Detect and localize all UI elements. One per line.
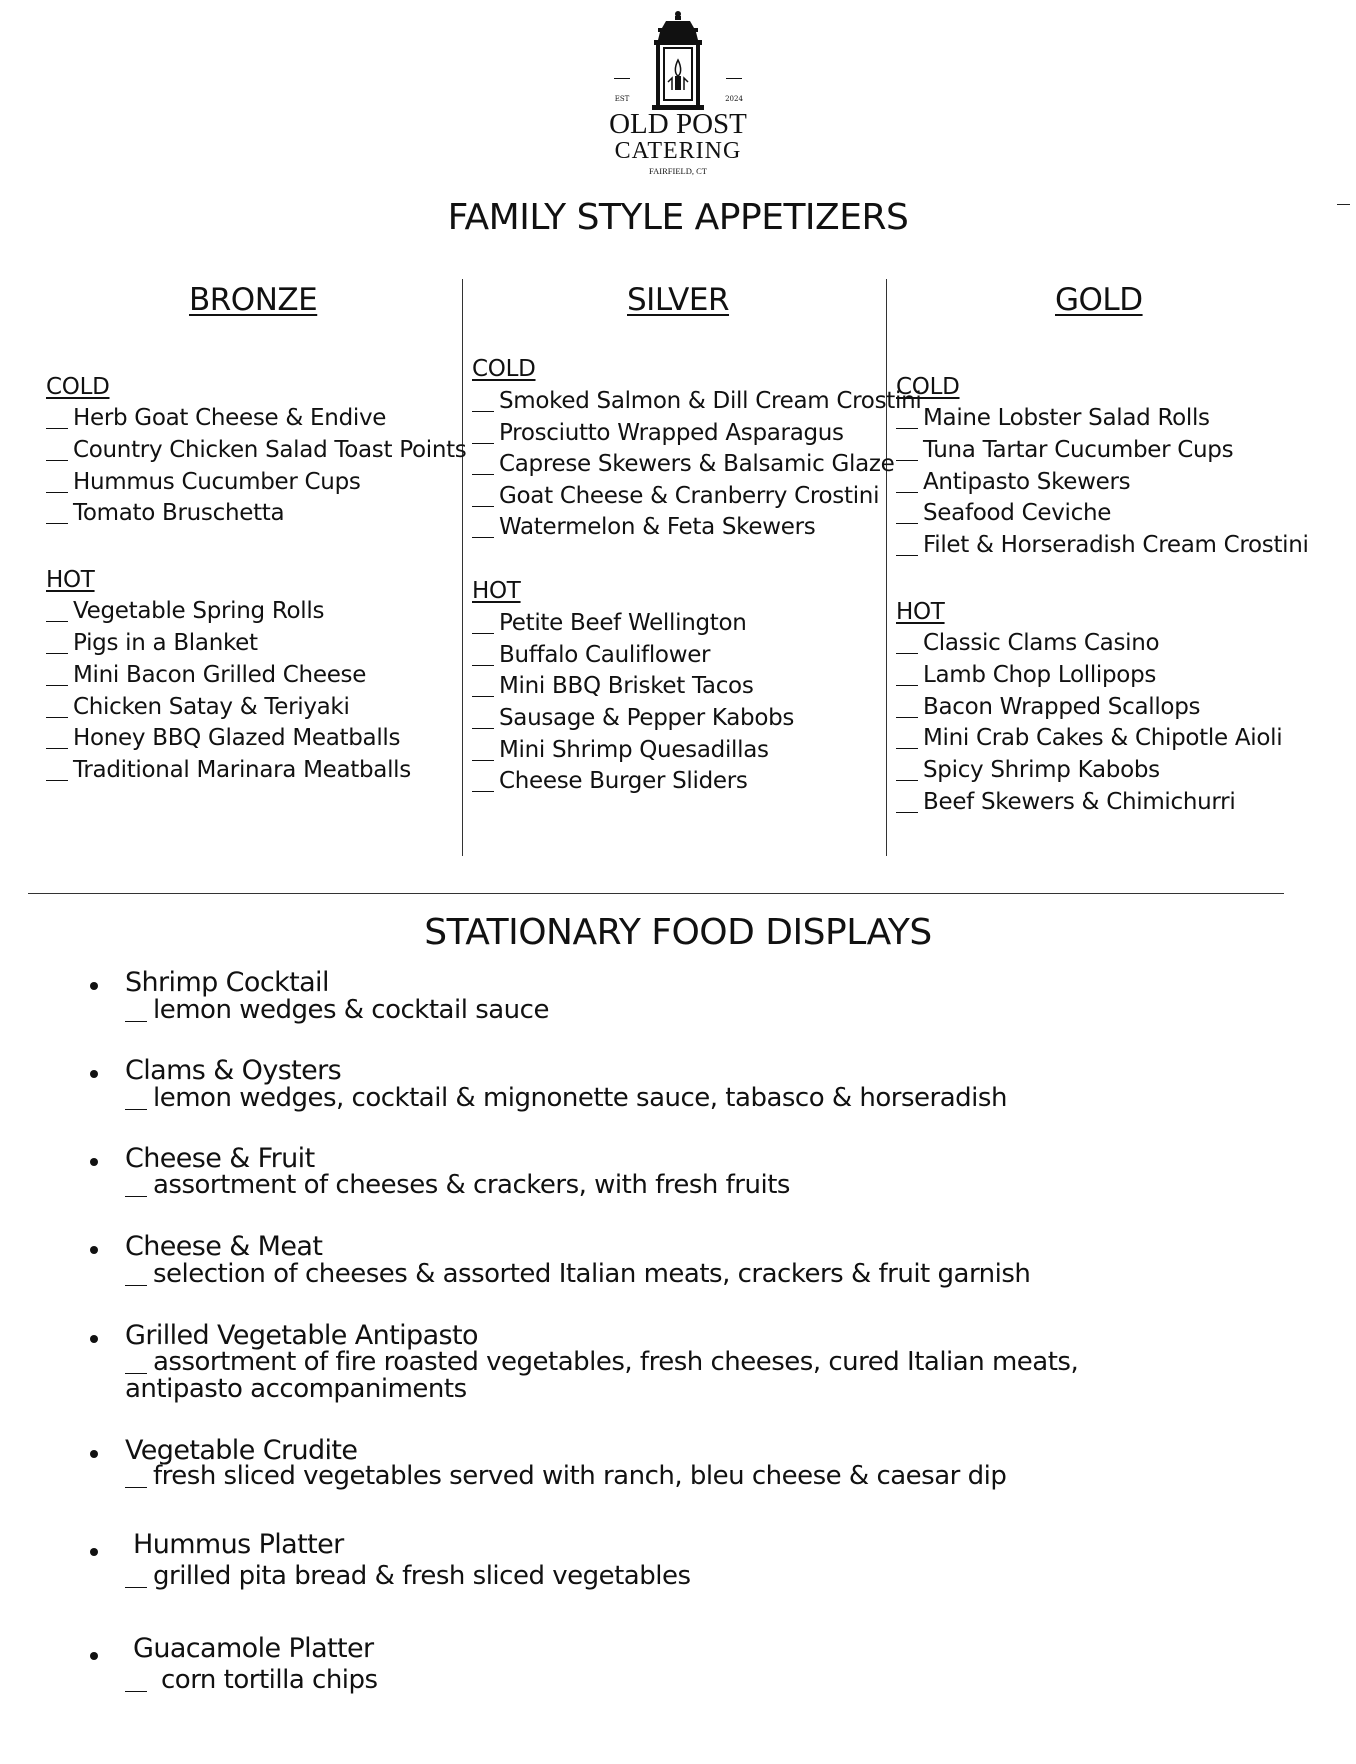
checkbox-blank	[896, 460, 918, 461]
checkbox-blank	[46, 428, 68, 429]
column-divider-right	[886, 279, 887, 856]
gold-hot-label: HOT	[896, 599, 945, 625]
checkbox-blank	[896, 748, 918, 749]
bronze-hot-item[interactable]: Traditional Marinara Meatballs	[46, 757, 411, 783]
checkbox-blank	[472, 474, 494, 475]
display-name: Cheese & Meat	[125, 1231, 323, 1262]
checkbox-blank	[472, 506, 494, 507]
checkbox-blank	[472, 665, 494, 666]
logo-name-line1: OLD POST	[609, 108, 747, 140]
logo-name-line2: CATERING	[614, 138, 742, 164]
checkbox-blank	[472, 633, 494, 634]
display-description[interactable]: lemon wedges & cocktail sauce	[125, 997, 549, 1024]
silver-hot-item[interactable]: Mini Shrimp Quesadillas	[472, 737, 769, 763]
bullet	[90, 1246, 98, 1254]
silver-hot-item[interactable]: Sausage & Pepper Kabobs	[472, 705, 794, 731]
silver-cold-item[interactable]: Goat Cheese & Cranberry Crostini	[472, 483, 879, 509]
checkbox-blank	[472, 443, 494, 444]
checkbox-blank	[46, 460, 68, 461]
gold-hot-item[interactable]: Beef Skewers & Chimichurri	[896, 789, 1235, 815]
bronze-hot-item[interactable]: Chicken Satay & Teriyaki	[46, 694, 350, 720]
checkbox-blank	[125, 1196, 147, 1197]
bronze-cold-item[interactable]: Tomato Bruschetta	[46, 500, 284, 526]
display-description[interactable]: corn tortilla chips	[125, 1667, 378, 1694]
checkbox-blank	[472, 728, 494, 729]
checkbox-blank	[125, 1021, 147, 1022]
display-name: Guacamole Platter	[133, 1633, 374, 1664]
display-description[interactable]: lemon wedges, cocktail & mignonette sauce, tabasco & horseradish	[125, 1085, 1007, 1112]
silver-cold-item[interactable]: Watermelon & Feta Skewers	[472, 514, 815, 540]
display-name: Clams & Oysters	[125, 1055, 342, 1086]
display-name: Shrimp Cocktail	[125, 967, 329, 998]
display-description[interactable]: assortment of cheeses & crackers, with fresh fruits	[125, 1172, 790, 1199]
checkbox-blank	[896, 555, 918, 556]
gold-hot-item[interactable]: Lamb Chop Lollipops	[896, 662, 1156, 688]
gold-cold-item[interactable]: Seafood Ceviche	[896, 500, 1111, 526]
appetizers-title: FAMILY STYLE APPETIZERS	[447, 197, 909, 238]
bullet	[90, 1548, 98, 1556]
checkbox-blank	[46, 780, 68, 781]
display-name: Grilled Vegetable Antipasto	[125, 1320, 478, 1351]
checkbox-blank	[896, 492, 918, 493]
checkbox-blank	[46, 492, 68, 493]
checkbox-blank	[125, 1691, 147, 1692]
bullet	[90, 1070, 98, 1078]
checkbox-blank	[125, 1487, 147, 1488]
bronze-hot-item[interactable]: Vegetable Spring Rolls	[46, 598, 324, 624]
bronze-hot-item[interactable]: Honey BBQ Glazed Meatballs	[46, 725, 400, 751]
silver-hot-label: HOT	[472, 578, 521, 604]
bronze-cold-item[interactable]: Country Chicken Salad Toast Points	[46, 437, 467, 463]
checkbox-blank	[46, 523, 68, 524]
checkbox-blank	[472, 696, 494, 697]
tier-heading-gold: GOLD	[1055, 282, 1143, 318]
checkbox-blank	[896, 812, 918, 813]
display-name: Cheese & Fruit	[125, 1143, 315, 1174]
logo-location: FAIRFIELD, CT	[649, 166, 707, 176]
section-divider	[28, 893, 1284, 894]
checkbox-blank	[472, 760, 494, 761]
gold-cold-item[interactable]: Filet & Horseradish Cream Crostini	[896, 532, 1309, 558]
bronze-hot-item[interactable]: Pigs in a Blanket	[46, 630, 258, 656]
checkbox-blank	[125, 1109, 147, 1110]
checkbox-blank	[46, 621, 68, 622]
checkbox-blank	[472, 791, 494, 792]
display-description[interactable]: selection of cheeses & assorted Italian meats, crackers & fruit garnish	[125, 1261, 1030, 1288]
checkbox-blank	[472, 537, 494, 538]
silver-cold-label: COLD	[472, 356, 536, 382]
checkbox-blank	[896, 428, 918, 429]
tier-heading-bronze: BRONZE	[189, 282, 318, 318]
old-post-catering-logo	[598, 6, 758, 186]
silver-cold-item[interactable]: Prosciutto Wrapped Asparagus	[472, 420, 844, 446]
checkbox-blank	[46, 748, 68, 749]
gold-cold-item[interactable]: Tuna Tartar Cucumber Cups	[896, 437, 1233, 463]
gold-hot-item[interactable]: Mini Crab Cakes & Chipotle Aioli	[896, 725, 1282, 751]
checkbox-blank	[125, 1285, 147, 1286]
checkbox-blank	[896, 653, 918, 654]
checkbox-blank	[896, 523, 918, 524]
silver-hot-item[interactable]: Cheese Burger Sliders	[472, 768, 748, 794]
gold-hot-item[interactable]: Bacon Wrapped Scallops	[896, 694, 1200, 720]
logo-year: 2024	[725, 95, 743, 103]
silver-hot-item[interactable]: Mini BBQ Brisket Tacos	[472, 673, 754, 699]
silver-cold-item[interactable]: Smoked Salmon & Dill Cream Crostini	[472, 388, 921, 414]
display-description[interactable]: grilled pita bread & fresh sliced vegetables	[125, 1563, 691, 1590]
bronze-cold-item[interactable]: Hummus Cucumber Cups	[46, 469, 361, 495]
checkbox-blank	[472, 411, 494, 412]
silver-hot-item[interactable]: Petite Beef Wellington	[472, 610, 747, 636]
gold-hot-item[interactable]: Spicy Shrimp Kabobs	[896, 757, 1160, 783]
checkbox-blank	[125, 1587, 147, 1588]
logo-est-label: EST	[614, 95, 630, 103]
gold-cold-label: COLD	[896, 374, 960, 400]
column-divider-left	[462, 279, 463, 856]
checkbox-blank	[46, 717, 68, 718]
displays-title: STATIONARY FOOD DISPLAYS	[424, 912, 932, 953]
bronze-hot-item[interactable]: Mini Bacon Grilled Cheese	[46, 662, 366, 688]
bullet	[90, 1652, 98, 1660]
display-name: Hummus Platter	[133, 1529, 344, 1560]
display-description[interactable]: assortment of fire roasted vegetables, fresh cheeses, cured Italian meats,	[125, 1349, 1078, 1376]
checkbox-blank	[896, 717, 918, 718]
silver-hot-item[interactable]: Buffalo Cauliflower	[472, 642, 710, 668]
display-name: Vegetable Crudite	[125, 1435, 358, 1466]
checkbox-blank	[46, 685, 68, 686]
bullet	[90, 982, 98, 990]
checkbox-blank	[896, 685, 918, 686]
bronze-cold-item[interactable]: Herb Goat Cheese & Endive	[46, 405, 386, 431]
checkbox-blank	[896, 780, 918, 781]
silver-cold-item[interactable]: Caprese Skewers & Balsamic Glaze	[472, 451, 895, 477]
display-description-continued: antipasto accompaniments	[125, 1374, 467, 1404]
display-description[interactable]: fresh sliced vegetables served with ranch, bleu cheese & caesar dip	[125, 1463, 1006, 1490]
tier-heading-silver: SILVER	[627, 282, 730, 318]
bullet	[90, 1335, 98, 1343]
gold-cold-item[interactable]: Antipasto Skewers	[896, 469, 1130, 495]
gold-cold-item[interactable]: Maine Lobster Salad Rolls	[896, 405, 1210, 431]
bronze-cold-label: COLD	[46, 374, 110, 400]
bronze-hot-label: HOT	[46, 567, 95, 593]
checkbox-blank	[46, 653, 68, 654]
bullet	[90, 1450, 98, 1458]
gold-hot-item[interactable]: Classic Clams Casino	[896, 630, 1159, 656]
bullet	[90, 1158, 98, 1166]
